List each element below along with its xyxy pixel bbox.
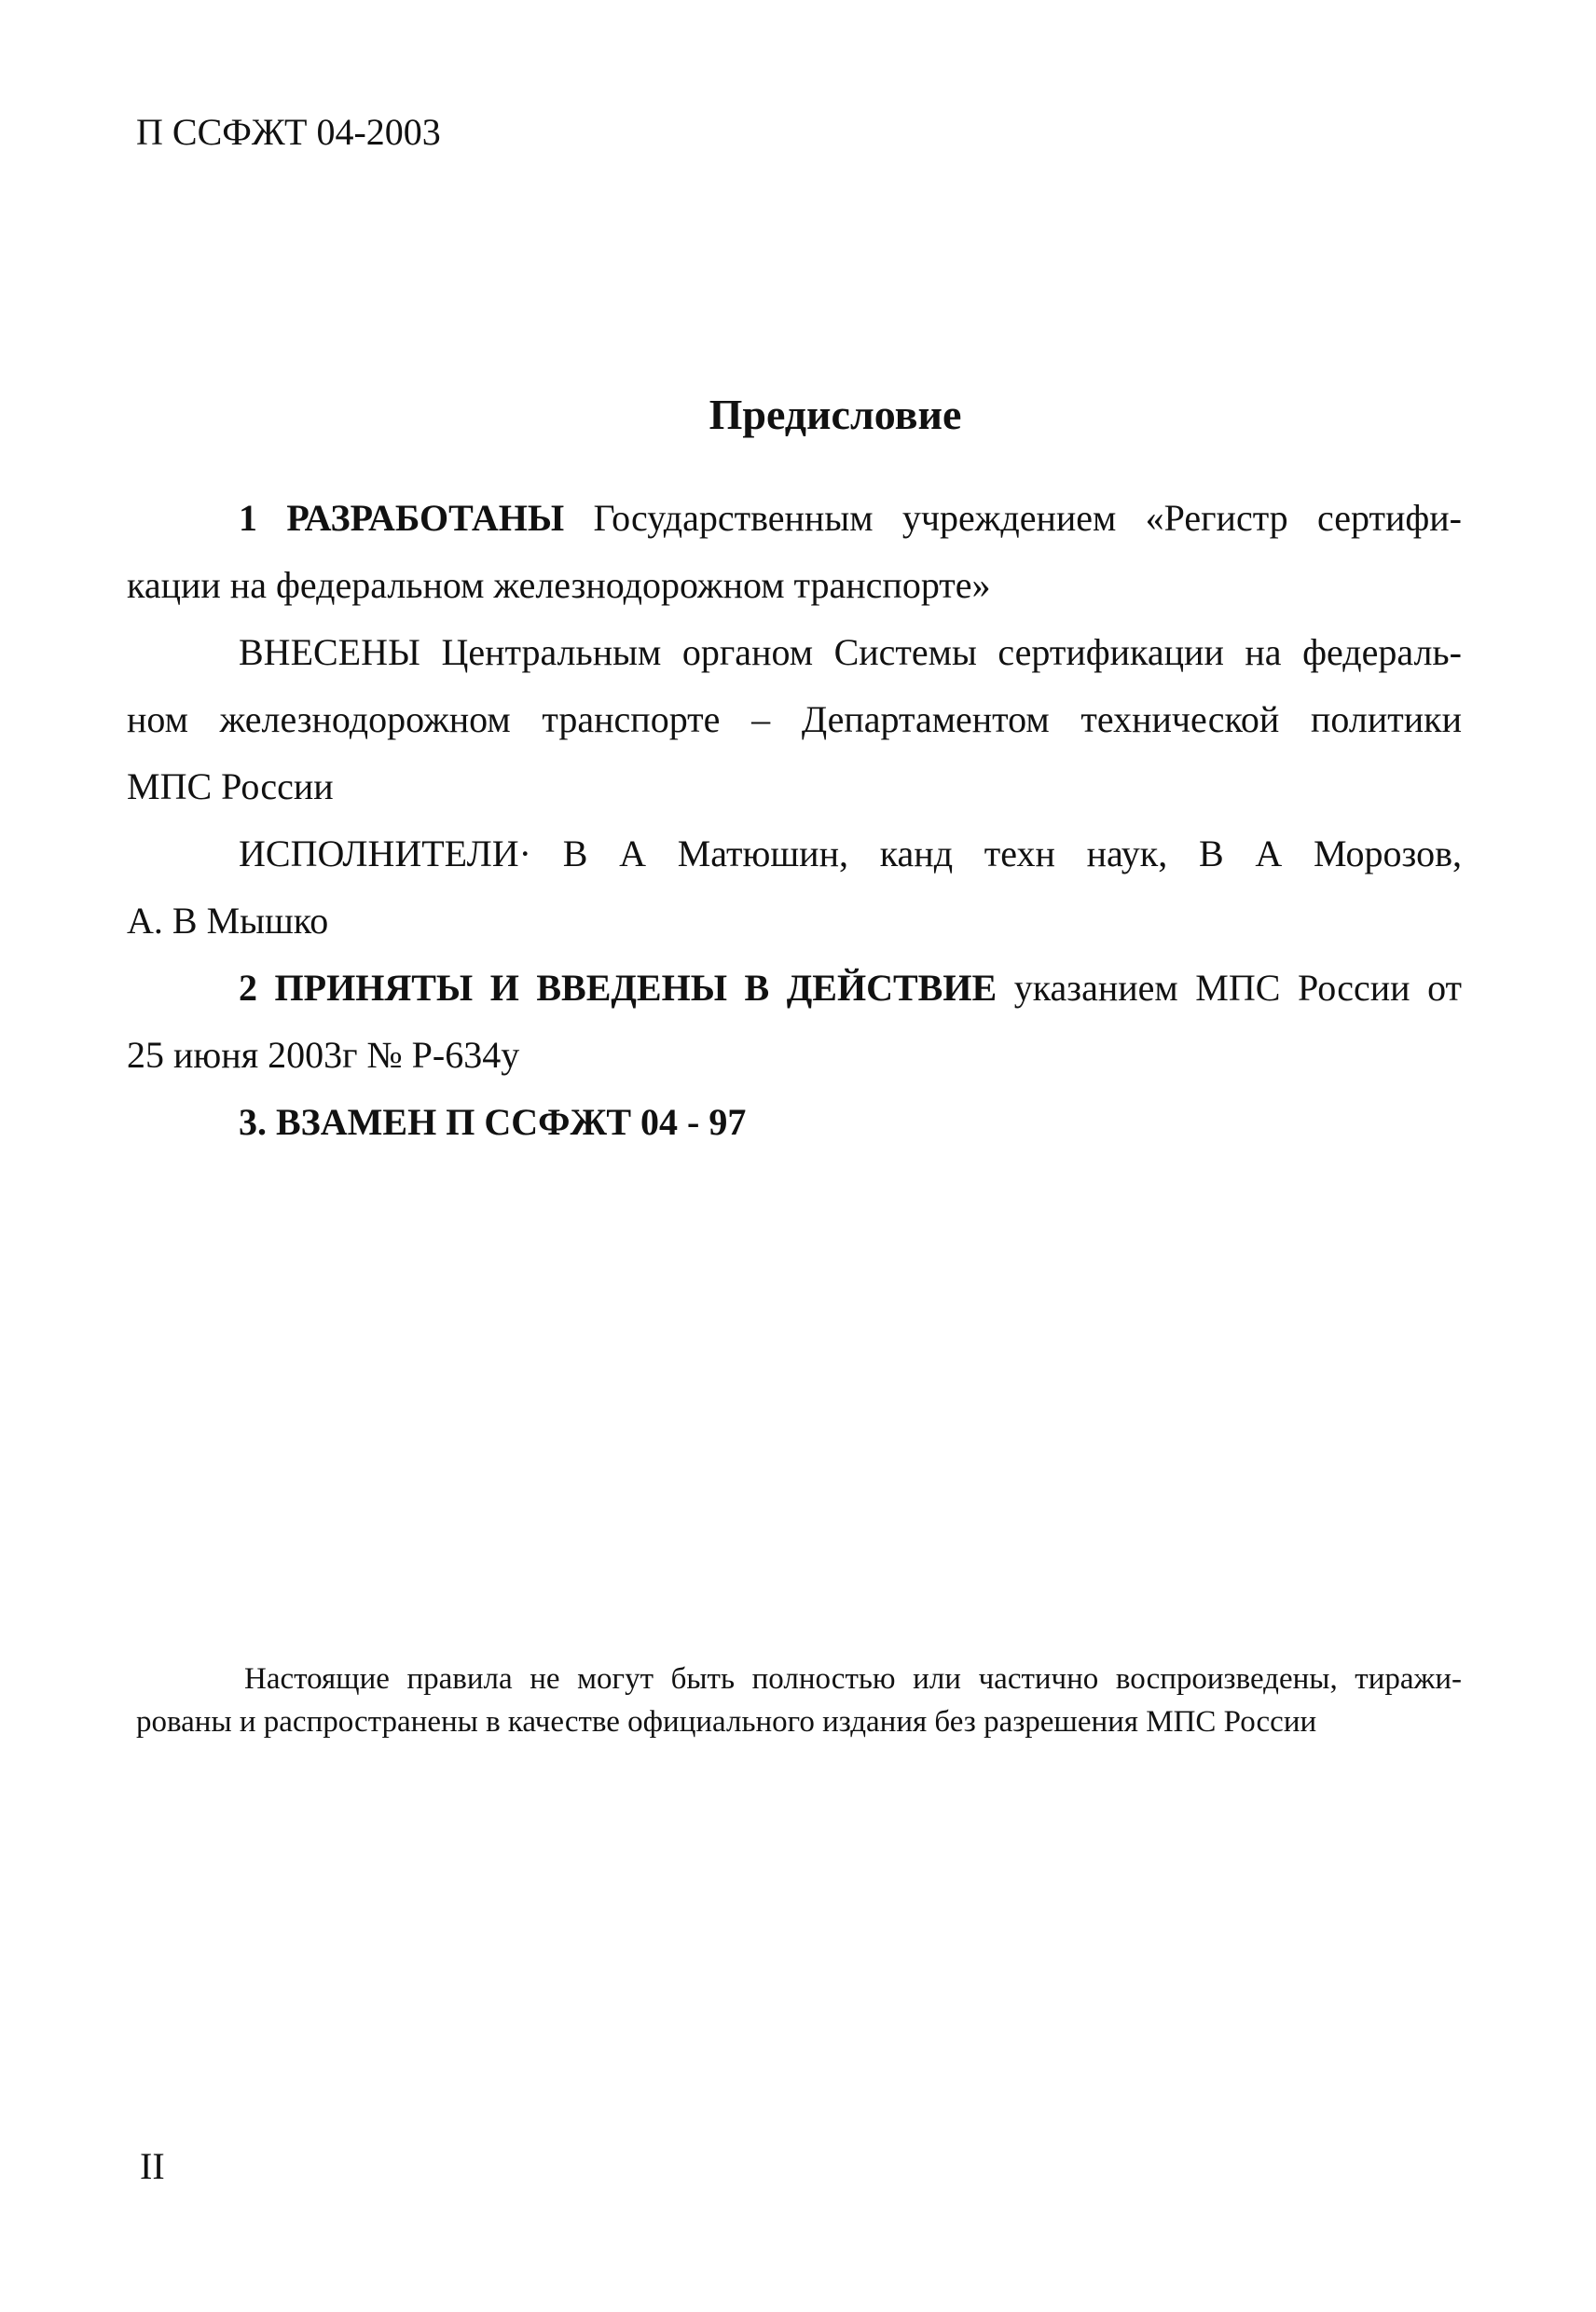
section-adopted-text-1: указанием МПС России от bbox=[1013, 967, 1463, 1009]
section-adopted-text-2: 25 июня 2003г № Р-634у bbox=[127, 1034, 520, 1076]
section-developed-text-1: Государственным учреждением «Регистр сертифи- bbox=[593, 497, 1463, 539]
introduced-label: ВНЕСЕНЫ bbox=[239, 631, 420, 673]
section-replaces bbox=[127, 1089, 1462, 1156]
section-developed bbox=[127, 485, 1462, 619]
section-adopted-label: 2 ПРИНЯТЫ И ВВЕДЕНЫ В ДЕЙСТВИЕ bbox=[239, 967, 998, 1009]
section-adopted bbox=[127, 955, 1462, 1089]
introduced-text-3: МПС России bbox=[127, 765, 334, 807]
section-developed-label: 1 РАЗРАБОТАНЫ bbox=[239, 497, 565, 539]
section-executors bbox=[127, 820, 1462, 955]
copyright-note bbox=[136, 1658, 1462, 1743]
executors-text-1: В А Матюшин, канд техн наук, В А Морозов, bbox=[562, 833, 1463, 874]
section-replaces-label: 3. ВЗАМЕН П ССФЖТ 04 - 97 bbox=[239, 1101, 747, 1143]
copyright-note-line-1: Настоящие правила не могут быть полностью или частично воспроизведены, тиражи- bbox=[244, 1662, 1462, 1696]
executors-text-2: А. В Мышко bbox=[127, 900, 329, 942]
page-number: II bbox=[140, 2145, 165, 2187]
introduced-text-2: ном железнодорожном транспорте – Департаментом технической политики bbox=[127, 698, 1462, 740]
executors-label: ИСПОЛНИТЕЛИ· bbox=[239, 833, 531, 874]
page-title: Предисловие bbox=[709, 391, 962, 438]
introduced-text-1: Центральным органом Системы сертификации на федераль- bbox=[441, 631, 1462, 673]
document-code-header: П ССФЖТ 04-2003 bbox=[136, 111, 441, 153]
copyright-note-line-2: рованы и распространены в качестве официального издания без разрешения МПС России bbox=[136, 1705, 1317, 1739]
section-introduced bbox=[127, 619, 1462, 820]
section-developed-text-2: кации на федеральном железнодорожном транспорте» bbox=[127, 564, 991, 606]
